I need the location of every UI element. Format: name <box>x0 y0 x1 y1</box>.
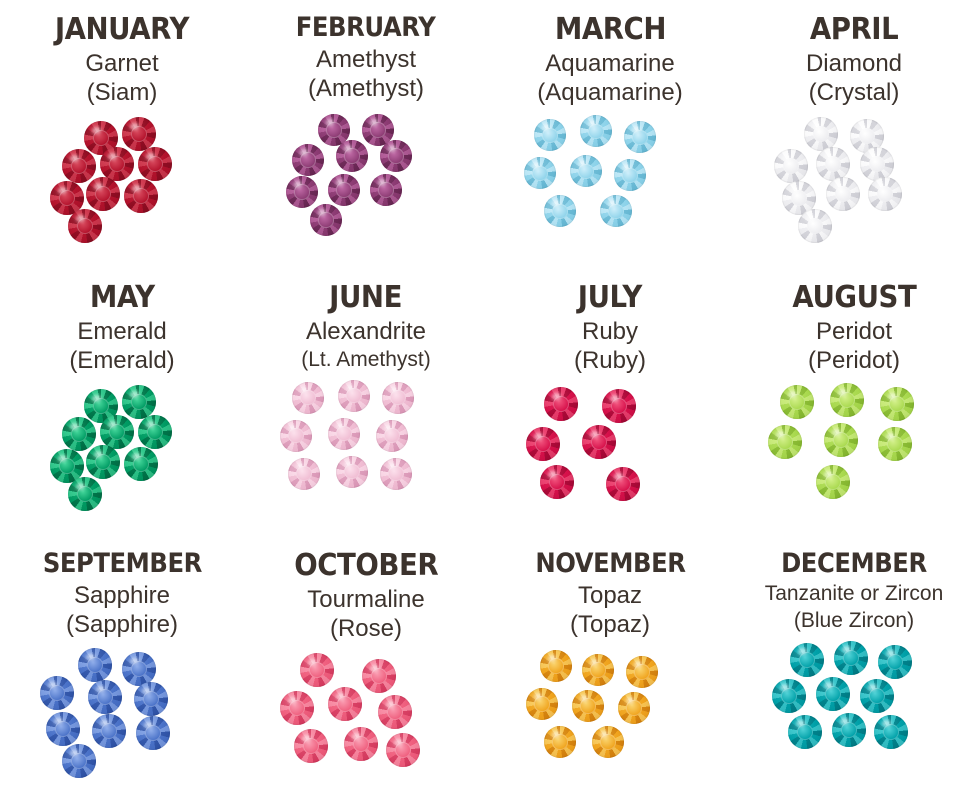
gemstone <box>592 726 624 758</box>
gemstone <box>378 695 412 729</box>
month-cell-october <box>244 536 488 802</box>
gemstone <box>138 415 172 449</box>
gemstone <box>92 714 126 748</box>
gemstone <box>830 383 864 417</box>
gem-highlight <box>788 391 797 398</box>
gem-highlight <box>548 471 557 478</box>
gemstone <box>540 465 574 499</box>
gem-cluster <box>22 648 222 778</box>
stone-name: Topaz <box>577 582 643 610</box>
month-name: OCTOBER <box>294 548 438 583</box>
gemstone <box>524 157 556 189</box>
gemstone <box>544 726 576 758</box>
gem-highlight <box>532 162 540 168</box>
gemstone <box>68 477 102 511</box>
stone-variant: (Amethyst) <box>307 75 424 103</box>
month-cell-april <box>732 0 976 268</box>
gemstone <box>46 712 80 746</box>
gem-highlight <box>378 179 386 185</box>
gem-highlight <box>58 455 67 462</box>
gem-highlight <box>386 701 395 708</box>
month-name: JUNE <box>329 280 403 315</box>
gem-highlight <box>868 153 877 160</box>
stone-variant: (Peridot) <box>807 346 901 374</box>
gem-highlight <box>70 155 79 162</box>
stone-variant: (Lt. Amethyst) <box>301 347 431 371</box>
gem-highlight <box>130 123 139 130</box>
gem-highlight <box>796 720 805 727</box>
gemstone <box>328 174 360 206</box>
gem-highlight <box>394 739 403 746</box>
gem-cluster <box>510 383 710 513</box>
gemstone <box>816 465 850 499</box>
gem-highlight <box>600 731 608 737</box>
gem-highlight <box>370 665 379 672</box>
gem-highlight <box>94 183 103 190</box>
stone-variant: (Rose) <box>329 614 402 642</box>
gemstone <box>618 692 650 724</box>
gem-highlight <box>308 659 317 666</box>
gem-highlight <box>294 181 302 187</box>
gemstone <box>580 115 612 147</box>
gem-highlight <box>590 659 598 665</box>
gem-highlight <box>888 393 897 400</box>
gemstone <box>790 643 824 677</box>
gem-highlight <box>130 391 139 398</box>
gem-highlight <box>76 215 85 222</box>
month-cell-may <box>0 268 244 536</box>
stone-name: Peridot <box>815 317 893 345</box>
gem-cluster <box>510 648 710 778</box>
gemstone <box>544 195 576 227</box>
gem-highlight <box>370 119 378 125</box>
stone-variant: (Ruby) <box>573 346 646 374</box>
gem-highlight <box>588 120 596 126</box>
gem-highlight <box>838 389 847 396</box>
gem-highlight <box>548 655 556 661</box>
gemstone <box>804 117 838 151</box>
gem-highlight <box>542 124 550 130</box>
gem-highlight <box>610 395 619 402</box>
gemstone <box>768 425 802 459</box>
gem-highlight <box>552 200 560 206</box>
gem-highlight <box>92 127 101 134</box>
gemstone <box>136 716 170 750</box>
gem-highlight <box>824 471 833 478</box>
gemstone <box>100 415 134 449</box>
month-name: APRIL <box>809 12 899 47</box>
gem-highlight <box>868 684 877 691</box>
gem-highlight <box>798 648 807 655</box>
gemstone <box>362 659 396 693</box>
gemstone <box>534 119 566 151</box>
gem-cluster <box>22 115 222 245</box>
gemstone <box>382 382 414 414</box>
month-cell-july <box>488 268 732 536</box>
gem-highlight <box>336 179 344 185</box>
gemstone <box>868 177 902 211</box>
gem-highlight <box>534 693 542 699</box>
stone-name: Diamond <box>805 49 903 77</box>
month-cell-february <box>244 0 488 268</box>
month-name: FEBRUARY <box>296 12 436 43</box>
gem-highlight <box>552 731 560 737</box>
gem-highlight <box>812 123 821 130</box>
gemstone <box>344 727 378 761</box>
gemstone <box>860 147 894 181</box>
gemstone <box>380 140 412 172</box>
stone-variant: (Crystal) <box>808 78 900 106</box>
month-name: MARCH <box>554 12 666 47</box>
gem-highlight <box>76 483 85 490</box>
stone-name: Emerald <box>77 317 167 345</box>
stone-name: Amethyst <box>315 46 417 74</box>
gemstone <box>826 177 860 211</box>
gem-highlight <box>344 145 352 151</box>
gemstone <box>328 418 360 450</box>
gemstone <box>78 648 112 682</box>
gemstone <box>606 467 640 501</box>
gemstone <box>338 380 370 412</box>
gem-highlight <box>146 153 155 160</box>
gem-highlight <box>94 451 103 458</box>
gem-highlight <box>146 421 155 428</box>
gem-highlight <box>806 215 815 222</box>
month-name: JANUARY <box>54 12 190 47</box>
gemstone <box>40 676 74 710</box>
gem-highlight <box>780 684 789 691</box>
gemstone <box>122 385 156 419</box>
stone-name: Tourmaline <box>307 585 425 613</box>
gem-highlight <box>534 433 543 440</box>
stone-name: Sapphire <box>73 582 171 610</box>
gemstone <box>280 691 314 725</box>
stone-variant: (Emerald) <box>69 346 175 374</box>
gem-cluster <box>754 115 954 245</box>
gemstone <box>540 650 572 682</box>
gem-cluster <box>754 383 954 513</box>
gemstone <box>280 420 312 452</box>
gem-highlight <box>70 423 79 430</box>
gemstone <box>602 389 636 423</box>
gemstone <box>582 654 614 686</box>
gemstone <box>624 121 656 153</box>
month-cell-august <box>732 268 976 536</box>
gem-highlight <box>58 187 67 194</box>
gemstone <box>544 387 578 421</box>
gem-highlight <box>882 720 891 727</box>
gemstone <box>286 176 318 208</box>
gemstone <box>824 423 858 457</box>
gemstone <box>86 177 120 211</box>
month-cell-march <box>488 0 732 268</box>
gemstone <box>832 713 866 747</box>
gemstone <box>816 147 850 181</box>
gem-highlight <box>824 682 833 689</box>
gem-highlight <box>622 164 630 170</box>
stone-variant: (Blue Zircon) <box>793 608 915 632</box>
gem-cluster <box>510 115 710 245</box>
gem-highlight <box>776 431 785 438</box>
month-cell-june <box>244 268 488 536</box>
gem-highlight <box>876 183 885 190</box>
gemstone <box>880 387 914 421</box>
month-name: AUGUST <box>792 280 916 315</box>
stone-variant: (Siam) <box>86 78 158 106</box>
month-name: MAY <box>89 280 155 315</box>
gemstone <box>122 652 156 686</box>
gem-highlight <box>580 695 588 701</box>
gemstone <box>526 427 560 461</box>
gem-highlight <box>832 429 841 436</box>
gem-cluster <box>266 112 466 242</box>
gemstone <box>878 427 912 461</box>
gem-highlight <box>336 693 345 700</box>
gemstone <box>582 425 616 459</box>
gemstone <box>100 147 134 181</box>
gemstone <box>798 209 832 243</box>
gem-highlight <box>840 718 849 725</box>
gem-highlight <box>300 149 308 155</box>
gem-cluster <box>22 383 222 513</box>
gem-highlight <box>132 453 141 460</box>
gemstone <box>300 653 334 687</box>
gemstone <box>88 680 122 714</box>
gemstone <box>772 679 806 713</box>
month-cell-november <box>488 536 732 802</box>
gem-highlight <box>824 153 833 160</box>
gem-highlight <box>92 395 101 402</box>
gemstone <box>124 179 158 213</box>
gemstone <box>336 140 368 172</box>
month-cell-september <box>0 536 244 802</box>
stone-name: Alexandrite <box>305 317 427 345</box>
stone-variant: (Sapphire) <box>65 611 179 639</box>
month-cell-december <box>732 536 976 802</box>
month-cell-january <box>0 0 244 268</box>
month-name: NOVEMBER <box>534 548 686 579</box>
gem-highlight <box>886 650 895 657</box>
gem-highlight <box>302 735 311 742</box>
gemstone <box>62 744 96 778</box>
gemstone <box>816 677 850 711</box>
gem-highlight <box>608 200 616 206</box>
gem-highlight <box>790 187 799 194</box>
gemstone <box>86 445 120 479</box>
gemstone <box>626 656 658 688</box>
gemstone <box>874 715 908 749</box>
gem-highlight <box>108 421 117 428</box>
stone-name: Tanzanite or Zircon <box>764 582 944 606</box>
gem-highlight <box>388 145 396 151</box>
gemstone <box>292 382 324 414</box>
gemstone <box>380 458 412 490</box>
gem-highlight <box>632 126 640 132</box>
stone-variant: (Topaz) <box>569 611 651 639</box>
gemstone <box>294 729 328 763</box>
gem-highlight <box>834 183 843 190</box>
gemstone <box>572 690 604 722</box>
gemstone <box>600 195 632 227</box>
gemstone <box>774 149 808 183</box>
gem-highlight <box>858 125 867 132</box>
gem-highlight <box>782 155 791 162</box>
gemstone <box>526 688 558 720</box>
gem-highlight <box>590 431 599 438</box>
gem-highlight <box>886 433 895 440</box>
gemstone <box>122 117 156 151</box>
gem-cluster <box>754 641 954 771</box>
stone-variant: (Aquamarine) <box>537 78 683 106</box>
gemstone <box>62 417 96 451</box>
gem-highlight <box>108 153 117 160</box>
gem-highlight <box>634 661 642 667</box>
gemstone <box>376 420 408 452</box>
gemstone <box>834 641 868 675</box>
gemstone <box>292 144 324 176</box>
gemstone <box>336 456 368 488</box>
gemstone <box>788 715 822 749</box>
gem-highlight <box>842 646 851 653</box>
stone-name: Garnet <box>85 49 159 77</box>
gem-highlight <box>352 733 361 740</box>
stone-name: Ruby <box>581 317 639 345</box>
gemstone <box>124 447 158 481</box>
gemstone <box>614 159 646 191</box>
gem-highlight <box>626 697 634 703</box>
gemstone <box>138 147 172 181</box>
gemstone <box>860 679 894 713</box>
gemstone <box>62 149 96 183</box>
gemstone <box>288 458 320 490</box>
gemstone <box>386 733 420 767</box>
gemstone <box>878 645 912 679</box>
gem-highlight <box>132 185 141 192</box>
gem-highlight <box>326 119 334 125</box>
gemstone <box>328 687 362 721</box>
stone-name: Aquamarine <box>545 49 675 77</box>
gem-highlight <box>578 160 586 166</box>
gem-highlight <box>552 393 561 400</box>
gem-highlight <box>318 209 326 215</box>
gemstone <box>68 209 102 243</box>
gemstone <box>134 682 168 716</box>
month-name: DECEMBER <box>781 548 927 579</box>
month-name: JULY <box>577 280 643 315</box>
gemstone <box>310 204 342 236</box>
gem-highlight <box>288 697 297 704</box>
month-name: SEPTEMBER <box>42 548 202 579</box>
gem-cluster <box>266 380 466 510</box>
gemstone <box>570 155 602 187</box>
gem-cluster <box>266 651 466 781</box>
gem-highlight <box>614 473 623 480</box>
gemstone <box>780 385 814 419</box>
gemstone <box>370 174 402 206</box>
